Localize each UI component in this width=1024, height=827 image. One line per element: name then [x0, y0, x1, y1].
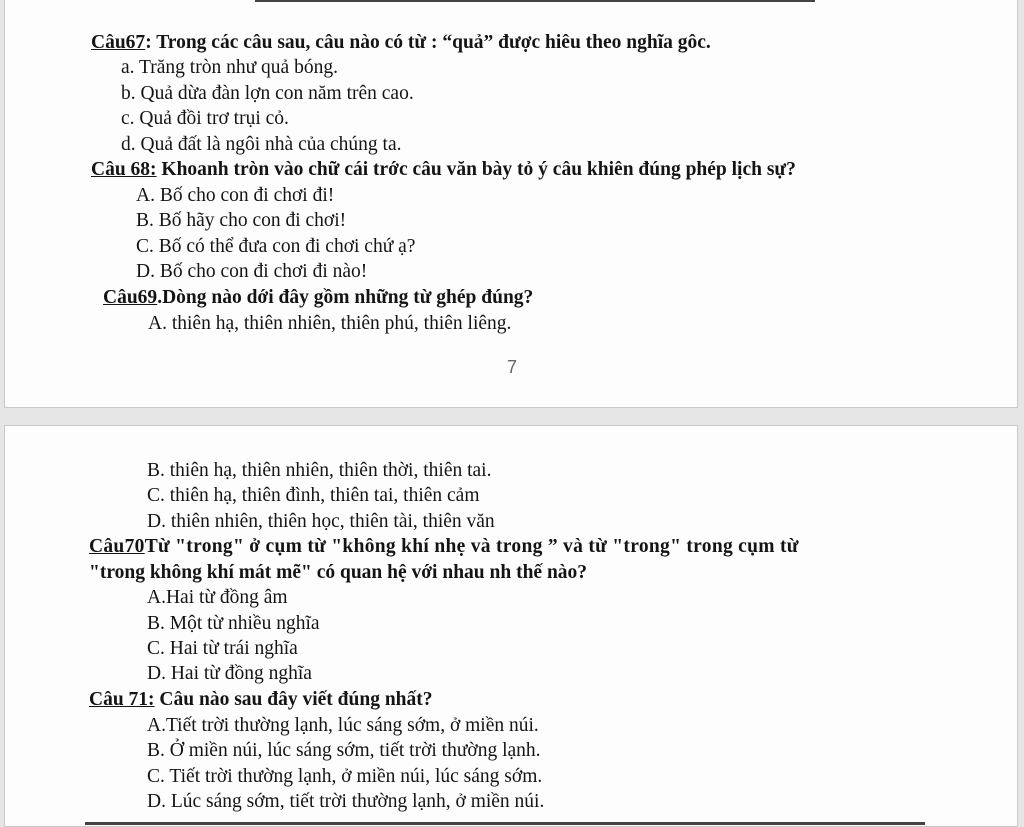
q69-option-b: B. thiên hạ, thiên nhiên, thiên thời, thiên tai.: [147, 460, 492, 481]
question-68: [91, 158, 796, 182]
question-68-text: Khoanh tròn vào chữ cái trớc câu văn bày tỏ ý câu khiên đúng phép lịch sự?: [156, 159, 796, 180]
q67-option-c: c. Quả đồi trơ trụi cỏ.: [121, 108, 289, 129]
page-number: 7: [506, 357, 517, 377]
q71-option-d: D. Lúc sáng sớm, tiết trời thường lạnh, ở miền núi.: [147, 791, 545, 812]
q68-option-d: D. Bố cho con đi chơi đi nào!: [136, 261, 368, 282]
document-page-8: [4, 425, 1018, 827]
q67-option-b: b. Quả dừa đàn lợn con năm trên cao.: [121, 83, 414, 104]
q68-option-a: A. Bố cho con đi chơi đi!: [136, 185, 335, 206]
question-67-label: Câu67: [91, 32, 146, 53]
q71-option-a: A.Tiết trời thường lạnh, lúc sáng sớm, ở miền núi.: [147, 715, 539, 736]
question-70-text-line2: "trong không khí mát mẽ" có quan hệ với nhau nh thế nào?: [89, 562, 588, 583]
q69-option-c: C. thiên hạ, thiên đình, thiên tai, thiên cảm: [147, 485, 480, 506]
q68-option-b: B. Bố hãy cho con đi chơi!: [136, 210, 347, 231]
question-68-label: Câu 68:: [91, 159, 157, 180]
document-page-7: [4, 0, 1018, 408]
question-70-label: Câu70: [89, 536, 145, 557]
q67-option-a: a. Trăng tròn như quả bóng.: [121, 57, 338, 78]
q69-option-d: D. thiên nhiên, thiên học, thiên tài, thiên văn: [147, 511, 495, 532]
question-69-text: .Dòng nào dới đây gồm những từ ghép đúng?: [157, 287, 534, 308]
q70-option-c: C. Hai từ trái nghĩa: [147, 638, 298, 659]
question-71: [89, 688, 433, 712]
q67-option-d: d. Quả đất là ngôi nhà của chúng ta.: [121, 134, 402, 155]
question-67-text: : Trong các câu sau, câu nào có từ : “quả” được hiêu theo nghĩa gôc.: [145, 32, 711, 53]
q68-option-c: C. Bố có thể đưa con đi chơi chứ ạ?: [136, 236, 416, 257]
question-71-label: Câu 71:: [89, 689, 155, 710]
q70-option-b: B. Một từ nhiều nghĩa: [147, 613, 320, 634]
question-67: [91, 31, 711, 55]
q70-option-d: D. Hai từ đồng nghĩa: [147, 663, 312, 684]
question-71-text: Câu nào sau đây viết đúng nhất?: [154, 689, 433, 710]
question-69-label: Câu69: [103, 287, 158, 308]
question-69: [103, 286, 533, 310]
cut-off-text-top: [255, 0, 815, 2]
question-70: [89, 535, 799, 559]
q71-option-c: C. Tiết trời thường lạnh, ở miền núi, lúc sáng sớm.: [147, 766, 543, 787]
q71-option-b: B. Ở miền núi, lúc sáng sớm, tiết trời thường lạnh.: [147, 740, 541, 761]
question-70-text-line1: Từ "trong" ở cụm từ "không khí nhẹ và trong ” và từ "trong" trong cụm từ: [144, 536, 799, 557]
q69-option-a: A. thiên hạ, thiên nhiên, thiên phú, thiên liêng.: [148, 313, 512, 334]
q70-option-a: A.Hai từ đồng âm: [147, 587, 288, 608]
